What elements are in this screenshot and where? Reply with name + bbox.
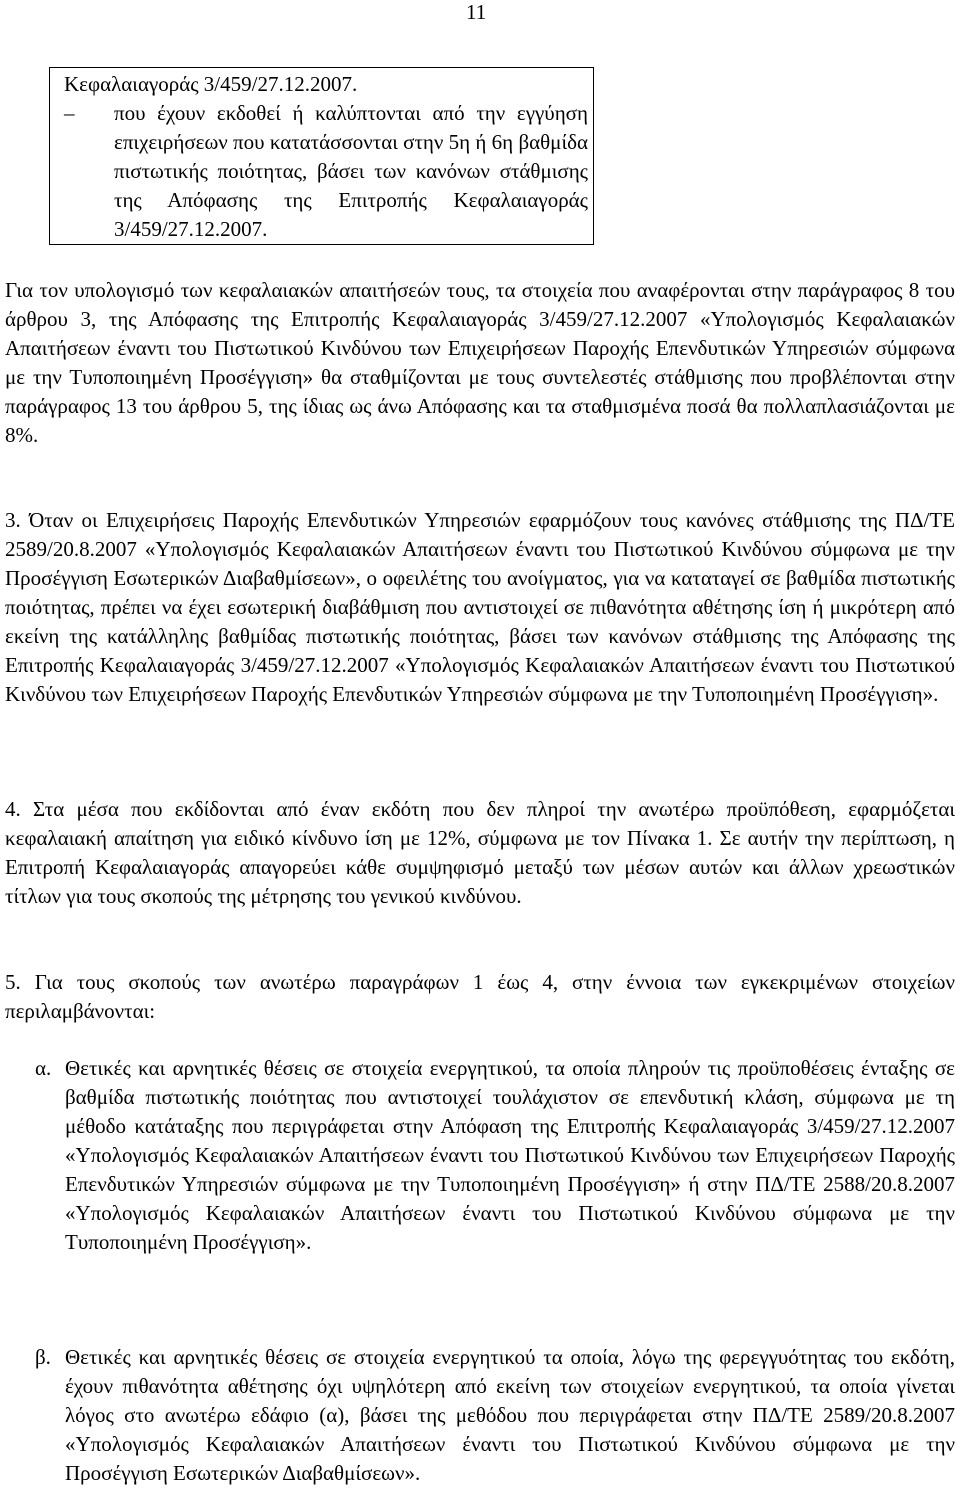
dash-item-text: που έχουν εκδοθεί ή καλύπτονται από την εγγύηση επιχειρήσεων που κατατάσσονται στην 5η ή 6η βαθμίδα πιστωτικής ποιότητας, βάσει των κανόνων στάθμισης της Απόφασης της Επιτροπής Κεφαλαιαγοράς 3/459/27.12.2007. <box>114 101 588 241</box>
table-cell-text <box>50 68 593 244</box>
table-continuation-line: Κεφαλαιαγοράς 3/459/27.12.2007. <box>64 72 358 96</box>
list-item-text: Θετικές και αρνητικές θέσεις σε στοιχεία ενεργητικού, τα οποία πληρούν τις προϋποθέσεις ένταξης σε βαθμίδα πιστωτικής ποιότητας που αντιστοιχεί τουλάχιστον σε επενδυτική κλάση, σύμφωνα με τη μέθοδο κατάταξης που περιγράφεται στην Απόφαση της Επιτροπής Κεφαλαιαγοράς 3/459/27.12.2007 «Υπολογισμός Κεφαλαιακών Απαιτήσεων έναντι του Πιστωτικού Κινδύνου των Επιχειρήσεων Παροχής Επενδυτικών Υπηρεσιών σύμφωνα με την Τυποποιημένη Προσέγγιση» ή στην ΠΔ/ΤΕ 2588/20.8.2007 «Υπολογισμός Κεφαλαιακών Απαιτήσεων έναντι του Πιστωτικού Κινδύνου σύμφωνα με την Τυποποιημένη Προσέγγιση». <box>65 1056 955 1254</box>
paragraph-5: 5. Για τους σκοπούς των ανωτέρω παραγράφων 1 έως 4, στην έννοια των εγκεκριμένων στοιχείων περιλαμβάνονται: <box>5 970 955 1023</box>
list-item <box>35 1343 955 1488</box>
continued-table <box>49 67 594 245</box>
list-item-label: β. <box>35 1345 51 1369</box>
dash-bullet: – <box>64 101 75 125</box>
table-cell-left <box>50 68 594 245</box>
paragraph-3: 3. Όταν οι Επιχειρήσεις Παροχής Επενδυτικών Υπηρεσιών εφαρμόζουν τους κανόνες στάθμισης της ΠΔ/ΤΕ 2589/20.8.2007 «Υπολογισμός Κεφαλαιακών Απαιτήσεων έναντι του Πιστωτικού Κινδύνου σύμφωνα με την Προσέγγιση Εσωτερικών Διαβαθμίσεων», ο οφειλέτης του ανοίγματος, για να καταταγεί σε βαθμίδα πιστωτικής ποιότητας, πρέπει να έχει εσωτερική διαβάθμιση που αντιστοιχεί σε πιθανότητα αθέτησης ίση ή μικρότερη από εκείνη της κατάλληλης βαθμίδας πιστωτικής ποιότητας, βάσει των κανόνων στάθμισης της Απόφασης της Επιτροπής Κεφαλαιαγοράς 3/459/27.12.2007 «Υπολογισμός Κεφαλαιακών Απαιτήσεων έναντι του Πιστωτικού Κινδύνου των Επιχειρήσεων Παροχής Επενδυτικών Υπηρεσιών σύμφωνα με την Τυποποιημένη Προσέγγιση». <box>5 508 955 706</box>
paragraph-capital-requirements: Για τον υπολογισμό των κεφαλαιακών απαιτήσεών τους, τα στοιχεία που αναφέρονται στην παράγραφος 8 του άρθρου 3, της Απόφασης της Επιτροπής Κεφαλαιαγοράς 3/459/27.12.2007 «Υπολογισμός Κεφαλαιακών Απαιτήσεων έναντι του Πιστωτικού Κινδύνου των Επιχειρήσεων Παροχής Επενδυτικών Υπηρεσιών σύμφωνα με την Τυποποιημένη Προσέγγιση» θα σταθμίζονται με τους συντελεστές στάθμισης που προβλέπονται στην παράγραφος 13 του άρθρου 5, της ίδιας ως άνω Απόφασης και τα σταθμισμένα ποσά θα πολλαπλασιάζονται με 8%. <box>5 278 955 447</box>
dash-list-item <box>64 99 588 244</box>
page-number: 11 <box>466 0 487 24</box>
paragraph-4: 4. Στα μέσα που εκδίδονται από έναν εκδότη που δεν πληροί την ανωτέρω προϋπόθεση, εφαρμόζεται κεφαλαιακή απαίτηση για ειδικό κίνδυνο ίση με 12%, σύμφωνα με τον Πίνακα 1. Σε αυτήν την περίπτωση, η Επιτροπή Κεφαλαιαγοράς απαγορεύει κάθε συμψηφισμό μεταξύ των μέσων αυτών και άλλων χρεωστικών τίτλων για τους σκοπούς της μέτρησης του γενικού κινδύνου. <box>5 797 955 908</box>
table-row <box>50 68 594 245</box>
list-item <box>35 1054 955 1257</box>
list-item-label: α. <box>35 1056 52 1080</box>
list-item-text: Θετικές και αρνητικές θέσεις σε στοιχεία ενεργητικού τα οποία, λόγω της φερεγγυότητας του εκδότη, έχουν πιθανότητα αθέτησης όχι υψηλότερη από εκείνη των στοιχείων ενεργητικού, τα οποία γίνεται λόγος στο ανωτέρω εδάφιο (α), βάσει της μεθόδου που περιγράφεται στην ΠΔ/ΤΕ 2589/20.8.2007 «Υπολογισμός Κεφαλαιακών Απαιτήσεων έναντι του Πιστωτικού Κινδύνου σύμφωνα με την Προσέγγιση Εσωτερικών Διαβαθμίσεων». <box>65 1345 955 1485</box>
